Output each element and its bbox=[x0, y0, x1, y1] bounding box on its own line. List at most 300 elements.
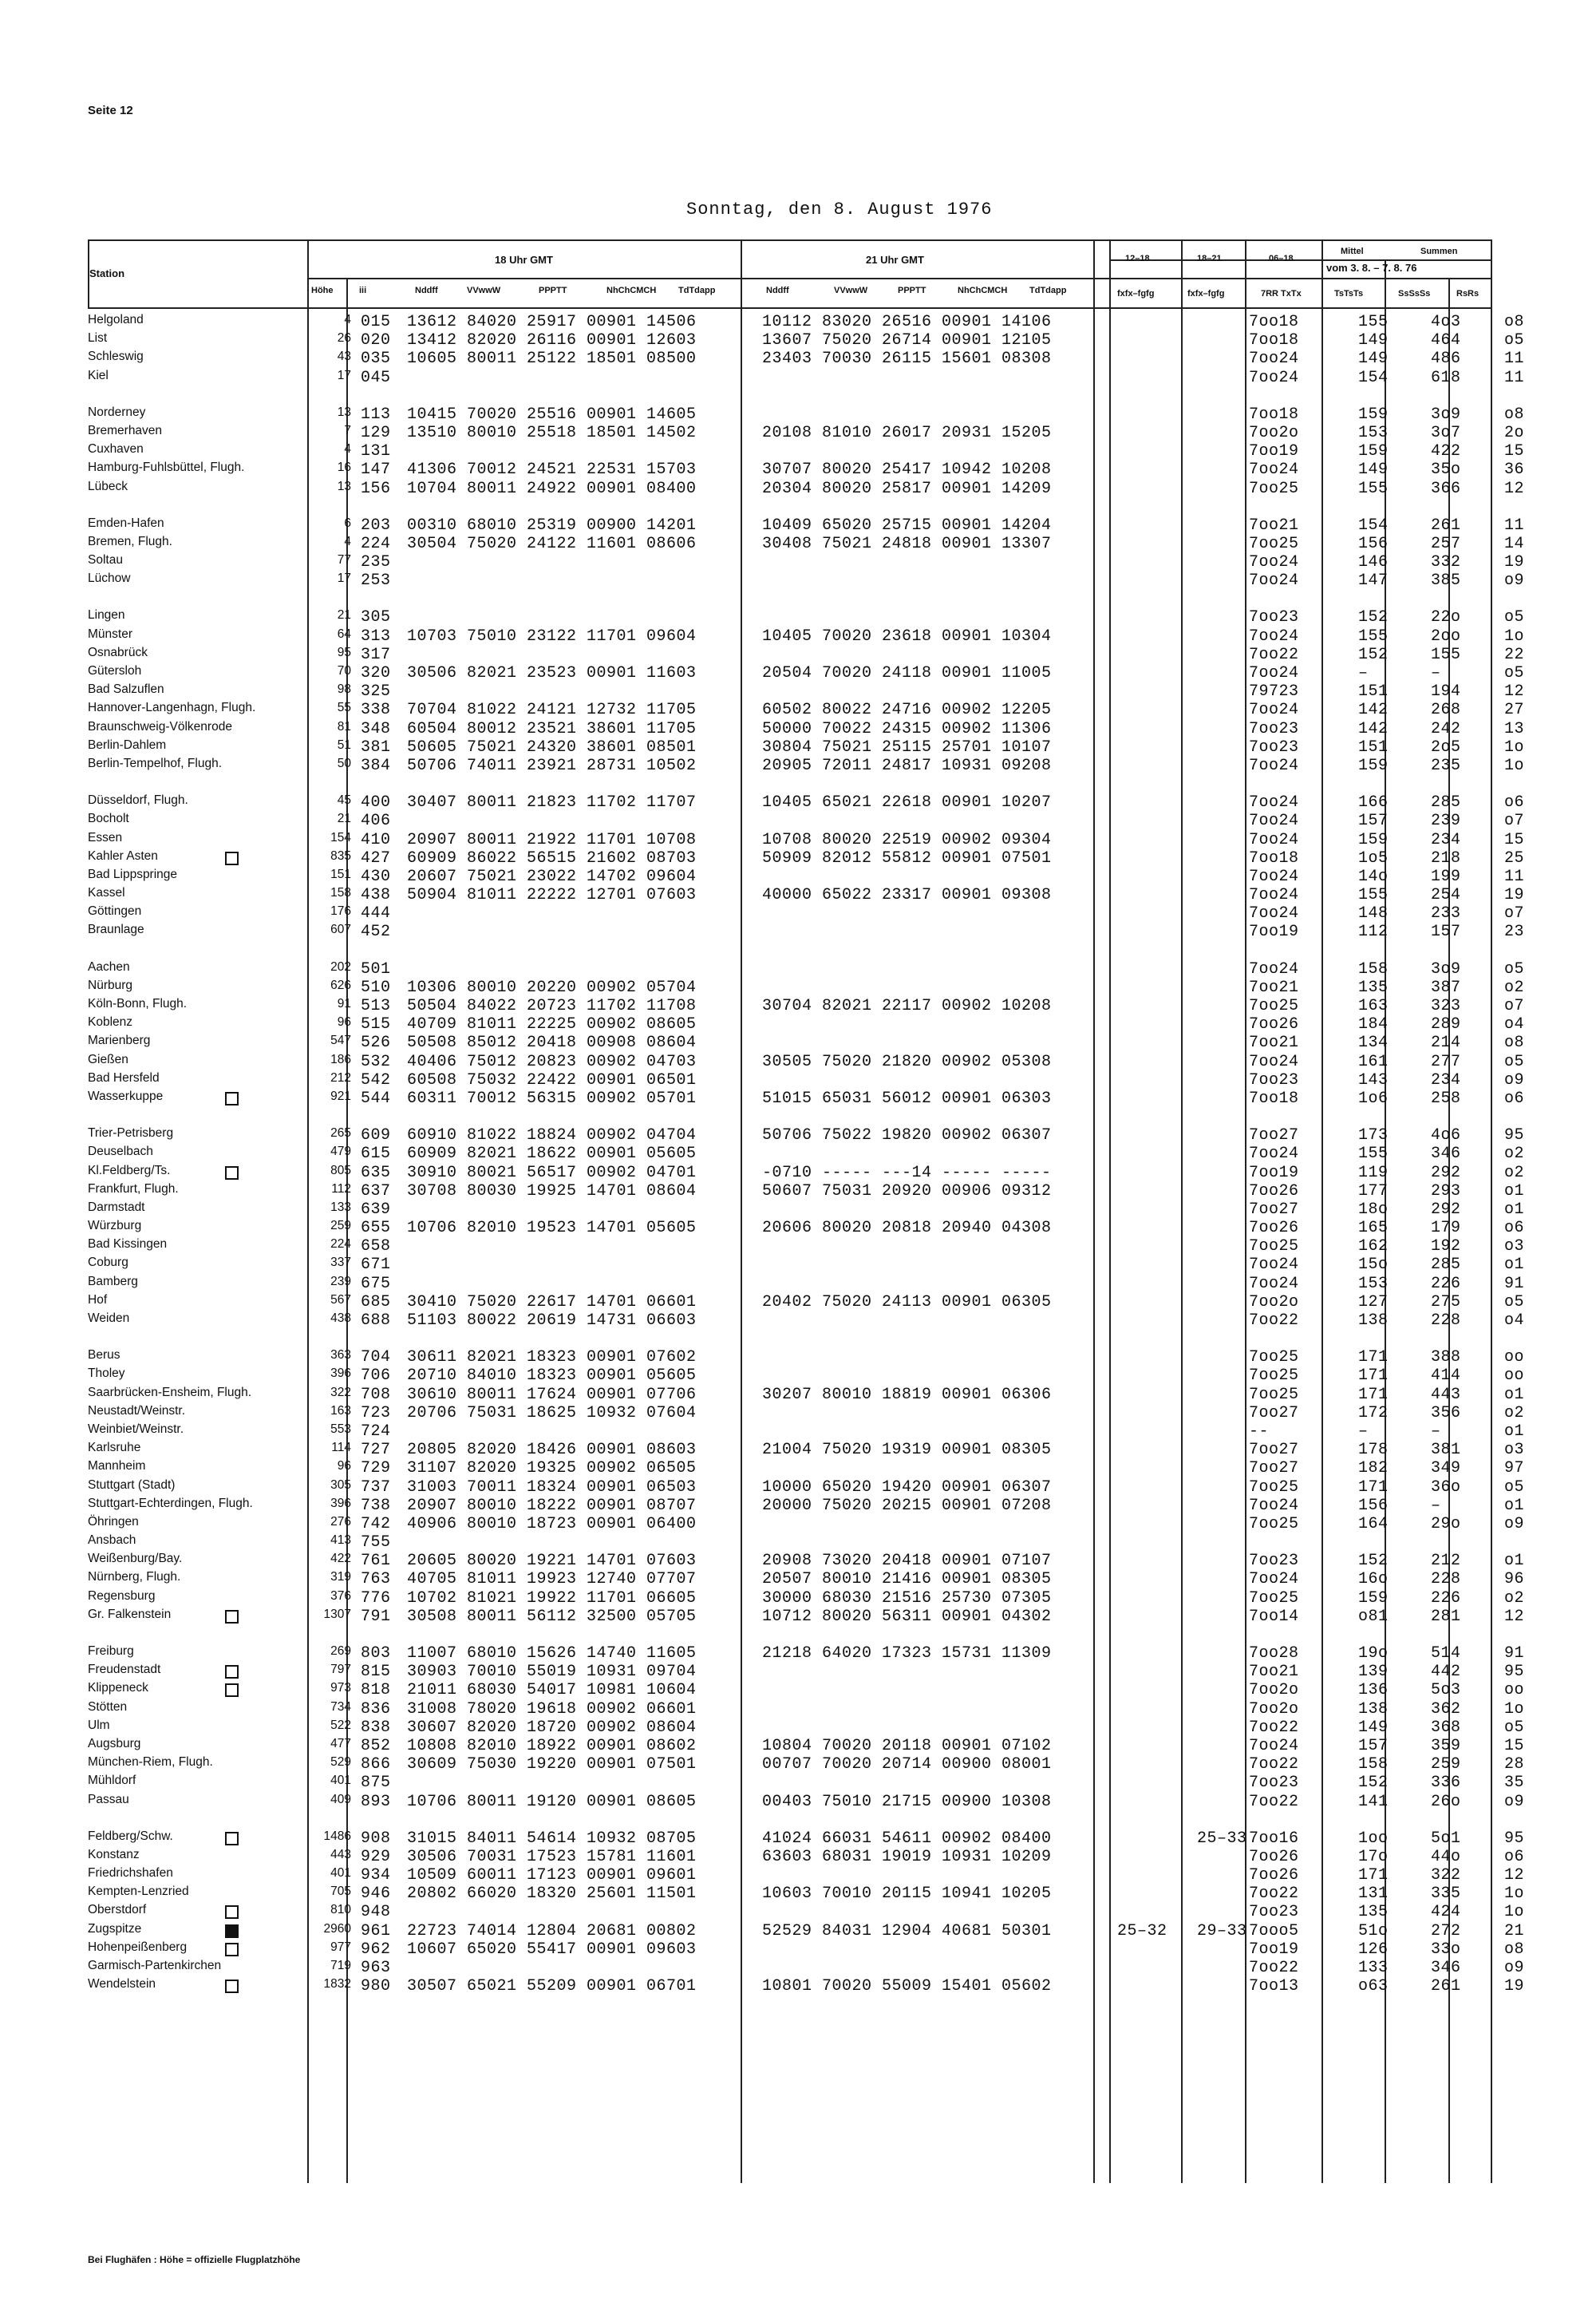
cell-obs18: 20802 66020 18320 25601 11501 bbox=[407, 1885, 697, 1904]
header-sub-12-18: fxfx–fgfg bbox=[1117, 289, 1155, 299]
cell-t: 159 bbox=[1358, 442, 1389, 461]
cell-obs21: 30704 82021 22117 00902 10208 bbox=[762, 997, 1052, 1015]
cell-iii: 675 bbox=[361, 1274, 391, 1293]
cell-station: Tholey bbox=[88, 1367, 125, 1381]
table-row bbox=[88, 645, 1525, 664]
page-title: Sonntag, den 8. August 1976 bbox=[686, 200, 993, 220]
cell-mittel: 7oo23 bbox=[1249, 719, 1299, 738]
table-row bbox=[88, 1774, 1525, 1793]
cell-hoehe: 202 bbox=[330, 959, 351, 974]
cell-s: 268 bbox=[1431, 701, 1461, 720]
cell-station: Mühldorf bbox=[88, 1774, 136, 1788]
cell-obs21: 50909 82012 55812 00901 07501 bbox=[762, 848, 1052, 868]
cell-station: Bad Lippspringe bbox=[88, 867, 178, 881]
cell-obs21: 30804 75021 25115 25701 10107 bbox=[762, 738, 1052, 757]
table-row bbox=[88, 368, 1525, 387]
cell-hoehe: 413 bbox=[330, 1533, 351, 1548]
cell-hoehe: 186 bbox=[330, 1052, 351, 1066]
footnote: Bei Flughäfen : Höhe = offizielle Flugplatzhöhe bbox=[88, 2254, 301, 2265]
cell-hoehe: 401 bbox=[330, 1866, 351, 1881]
cell-station: Stuttgart (Stadt) bbox=[88, 1477, 176, 1492]
header-sub-06-18: 7RR TxTx bbox=[1261, 289, 1302, 299]
cell-hoehe: 70 bbox=[337, 664, 351, 678]
cell-mittel: 7oo26 bbox=[1249, 1847, 1299, 1866]
cell-mittel: 7oo26 bbox=[1249, 1181, 1299, 1200]
table-row bbox=[88, 1663, 1525, 1682]
cell-station: Marienberg bbox=[88, 1034, 151, 1048]
cell-hoehe: 401 bbox=[330, 1774, 351, 1788]
cell-s: 349 bbox=[1431, 1459, 1461, 1478]
cell-r: 11 bbox=[1504, 350, 1525, 369]
cell-station: Öhringen bbox=[88, 1514, 139, 1529]
cell-obs18: 10706 82010 19523 14701 05605 bbox=[407, 1219, 697, 1238]
cell-r: 14 bbox=[1504, 534, 1525, 553]
cell-t: 148 bbox=[1358, 904, 1389, 924]
cell-t: 184 bbox=[1358, 1015, 1389, 1034]
table-row bbox=[88, 627, 1525, 646]
cell-p1821: 25–33 bbox=[1197, 1829, 1247, 1848]
cell-s: 192 bbox=[1431, 1237, 1461, 1256]
cell-iii: 655 bbox=[361, 1219, 391, 1238]
cell-t: 131 bbox=[1358, 1885, 1389, 1904]
cell-obs21: 21004 75020 19319 00901 08305 bbox=[762, 1441, 1052, 1460]
cell-s: 233 bbox=[1431, 904, 1461, 924]
cell-hoehe: 151 bbox=[330, 867, 351, 881]
table-row bbox=[88, 1367, 1525, 1386]
cell-s: 322 bbox=[1431, 1866, 1461, 1885]
table-row bbox=[88, 1292, 1525, 1311]
table-row bbox=[88, 1533, 1492, 1552]
cell-mittel: 7oo25 bbox=[1249, 1348, 1299, 1367]
header-18-uhr-gmt: 18 Uhr GMT bbox=[495, 254, 553, 266]
cell-hoehe: 45 bbox=[337, 793, 351, 808]
cell-obs18: 22723 74014 12804 20681 00802 bbox=[407, 1921, 697, 1940]
cell-r: o9 bbox=[1504, 1514, 1525, 1533]
header-td-18: TdTdapp bbox=[678, 286, 716, 295]
cell-iii: 704 bbox=[361, 1348, 391, 1367]
cell-obs21: 41024 66031 54611 00902 08400 bbox=[762, 1829, 1052, 1848]
cell-r: oo bbox=[1504, 1348, 1525, 1367]
table-row bbox=[88, 534, 1525, 553]
table-row bbox=[88, 959, 1525, 979]
open-square-icon bbox=[225, 1092, 239, 1105]
cell-s: 336 bbox=[1431, 1774, 1461, 1793]
cell-s: 199 bbox=[1431, 867, 1461, 886]
cell-t: 171 bbox=[1358, 1477, 1389, 1497]
table-row bbox=[88, 682, 1525, 702]
cell-mittel: 7oo23 bbox=[1249, 1070, 1299, 1090]
cell-t: 149 bbox=[1358, 350, 1389, 369]
cell-station: Oberstdorf bbox=[88, 1903, 147, 1917]
cell-mittel: 7oo19 bbox=[1249, 442, 1299, 461]
cell-t: 141 bbox=[1358, 1792, 1389, 1811]
cell-hoehe: 114 bbox=[331, 1441, 351, 1455]
station-group bbox=[88, 1348, 1525, 1626]
cell-s: 514 bbox=[1431, 1644, 1461, 1663]
cell-hoehe: 4 bbox=[344, 313, 351, 326]
cell-r: 1o bbox=[1504, 756, 1525, 775]
open-square-icon bbox=[225, 1166, 239, 1180]
station-group bbox=[88, 793, 1525, 942]
cell-r: 11 bbox=[1504, 516, 1525, 535]
cell-mittel: 7oo18 bbox=[1249, 405, 1299, 424]
cell-s: 366 bbox=[1431, 479, 1461, 498]
cell-iii: 688 bbox=[361, 1311, 391, 1330]
cell-hoehe: 626 bbox=[330, 978, 351, 992]
cell-mittel: 7oo25 bbox=[1249, 1477, 1299, 1497]
table-row bbox=[88, 516, 1525, 535]
table-row bbox=[88, 1959, 1525, 1977]
cell-r: 15 bbox=[1504, 1736, 1525, 1755]
table-row bbox=[88, 904, 1525, 924]
cell-s: 179 bbox=[1431, 1219, 1461, 1238]
cell-t: 156 bbox=[1358, 1496, 1389, 1515]
cell-s: 285 bbox=[1431, 793, 1461, 813]
cell-t: 146 bbox=[1358, 553, 1389, 572]
cell-t: 161 bbox=[1358, 1052, 1389, 1071]
cell-r: o4 bbox=[1504, 1015, 1525, 1034]
table-row bbox=[88, 313, 1525, 331]
cell-r: o2 bbox=[1504, 978, 1525, 997]
cell-hoehe: 239 bbox=[330, 1274, 351, 1288]
table-row bbox=[88, 793, 1525, 813]
cell-hoehe: 810 bbox=[330, 1903, 351, 1917]
cell-mittel: 7oo25 bbox=[1249, 1237, 1299, 1256]
cell-s: 3o7 bbox=[1431, 423, 1461, 442]
cell-t: 171 bbox=[1358, 1385, 1389, 1404]
cell-obs21: 51015 65031 56012 00901 06303 bbox=[762, 1089, 1052, 1108]
cell-obs21: 52529 84031 12904 40681 50301 bbox=[762, 1921, 1052, 1940]
header-wwww-18: VVwwW bbox=[467, 286, 501, 295]
cell-t: 143 bbox=[1358, 1070, 1389, 1090]
table-row bbox=[88, 1699, 1525, 1719]
cell-iii: 131 bbox=[361, 442, 391, 461]
cell-r: o5 bbox=[1504, 608, 1525, 627]
header-wwww-21: VVwwW bbox=[834, 286, 868, 295]
cell-iii: 129 bbox=[361, 423, 391, 442]
cell-hoehe: 13 bbox=[337, 405, 351, 419]
cell-station: Garmisch-Partenkirchen bbox=[88, 1959, 222, 1972]
cell-r: 96 bbox=[1504, 1570, 1525, 1589]
cell-s: 2o5 bbox=[1431, 738, 1461, 757]
cell-station: Köln-Bonn, Flugh. bbox=[88, 997, 188, 1011]
cell-r: o8 bbox=[1504, 1034, 1525, 1053]
cell-obs21: 30408 75021 24818 00901 13307 bbox=[762, 534, 1052, 553]
cell-t: 138 bbox=[1358, 1699, 1389, 1719]
cell-r: o9 bbox=[1504, 572, 1525, 591]
table-row bbox=[88, 1256, 1525, 1275]
cell-hoehe: 322 bbox=[330, 1385, 351, 1399]
cell-mittel: 7oo24 bbox=[1249, 1736, 1299, 1755]
cell-station: Trier-Petrisberg bbox=[88, 1126, 174, 1141]
cell-hoehe: 1486 bbox=[323, 1829, 351, 1843]
cell-mittel: 7oo22 bbox=[1249, 645, 1299, 664]
cell-t: – bbox=[1358, 664, 1369, 682]
cell-r: 1o bbox=[1504, 1699, 1525, 1719]
cell-mittel: 7oo26 bbox=[1249, 1866, 1299, 1885]
cell-obs18: 40406 75012 20823 00902 04703 bbox=[407, 1052, 697, 1071]
cell-t: 51o bbox=[1358, 1921, 1389, 1940]
cell-iii: 317 bbox=[361, 645, 391, 664]
cell-r: 12 bbox=[1504, 1607, 1525, 1626]
cell-hoehe: 55 bbox=[337, 701, 351, 715]
cell-station: Hohenpeißenberg bbox=[88, 1940, 188, 1954]
cell-obs18: 21011 68030 54017 10981 10604 bbox=[407, 1681, 697, 1700]
table-row bbox=[88, 1829, 1525, 1848]
cell-t: 127 bbox=[1358, 1292, 1389, 1311]
table-row bbox=[88, 1552, 1525, 1571]
cell-obs18: 50605 75021 24320 38601 08501 bbox=[407, 738, 697, 757]
cell-t: 135 bbox=[1358, 978, 1389, 997]
cell-r: o5 bbox=[1504, 1718, 1525, 1737]
cell-r: 19 bbox=[1504, 1977, 1525, 1996]
cell-t: 153 bbox=[1358, 1274, 1389, 1293]
table-row bbox=[88, 719, 1525, 738]
cell-mittel: 7oo24 bbox=[1249, 1256, 1299, 1275]
cell-r: 15 bbox=[1504, 830, 1525, 849]
cell-obs18: 20907 80010 18222 00901 08707 bbox=[407, 1496, 697, 1515]
cell-s: 381 bbox=[1431, 1441, 1461, 1460]
cell-station: Bad Hersfeld bbox=[88, 1070, 160, 1085]
cell-obs18: 11007 68010 15626 14740 11605 bbox=[407, 1644, 697, 1663]
cell-mittel: 7oo23 bbox=[1249, 1903, 1299, 1922]
cell-r: 2o bbox=[1504, 423, 1525, 442]
cell-s: 292 bbox=[1431, 1163, 1461, 1182]
cell-station: Regensburg bbox=[88, 1588, 156, 1603]
cell-t: o63 bbox=[1358, 1977, 1389, 1996]
table-row bbox=[88, 1607, 1525, 1626]
cell-station: Cuxhaven bbox=[88, 442, 144, 457]
cell-r: o8 bbox=[1504, 405, 1525, 424]
table-row bbox=[88, 978, 1525, 997]
cell-obs21: 21218 64020 17323 15731 11309 bbox=[762, 1644, 1052, 1663]
table-row bbox=[88, 1052, 1525, 1071]
station-group bbox=[88, 959, 1525, 1109]
cell-r: o3 bbox=[1504, 1441, 1525, 1460]
cell-iii: 742 bbox=[361, 1514, 391, 1533]
cell-iii: 929 bbox=[361, 1847, 391, 1866]
table-row bbox=[88, 1200, 1525, 1219]
table-row bbox=[88, 1940, 1525, 1959]
table-row bbox=[88, 572, 1525, 591]
cell-station: Lübeck bbox=[88, 479, 128, 493]
table-row bbox=[88, 350, 1525, 369]
cell-mittel: 7oo25 bbox=[1249, 1367, 1299, 1386]
cell-t: 139 bbox=[1358, 1663, 1389, 1682]
cell-iii: 708 bbox=[361, 1385, 391, 1404]
cell-s: 261 bbox=[1431, 1977, 1461, 1996]
cell-obs18: 30410 75020 22617 14701 06601 bbox=[407, 1292, 697, 1311]
cell-s: 259 bbox=[1431, 1755, 1461, 1774]
cell-hoehe: 705 bbox=[330, 1885, 351, 1899]
cell-mittel: 7oo21 bbox=[1249, 1034, 1299, 1053]
table-row bbox=[88, 1015, 1525, 1034]
table-row bbox=[88, 738, 1525, 757]
cell-obs21: 30000 68030 21516 25730 07305 bbox=[762, 1588, 1052, 1608]
cell-s: 44o bbox=[1431, 1847, 1461, 1866]
cell-hoehe: 529 bbox=[330, 1755, 351, 1770]
cell-iii: 609 bbox=[361, 1126, 391, 1145]
cell-iii: 818 bbox=[361, 1681, 391, 1700]
cell-mittel: 7oo18 bbox=[1249, 331, 1299, 350]
table-row bbox=[88, 1070, 1525, 1090]
cell-s: 228 bbox=[1431, 1311, 1461, 1330]
cell-obs18: 30910 80021 56517 00902 04701 bbox=[407, 1163, 697, 1182]
cell-mittel: 79723 bbox=[1249, 682, 1299, 702]
cell-r: 95 bbox=[1504, 1126, 1525, 1145]
table-row bbox=[88, 1348, 1525, 1367]
cell-iii: 452 bbox=[361, 923, 391, 942]
cell-station: Frankfurt, Flugh. bbox=[88, 1181, 179, 1196]
table-row bbox=[88, 331, 1525, 350]
cell-s: 254 bbox=[1431, 886, 1461, 905]
cell-hoehe: 98 bbox=[337, 682, 351, 697]
cell-iii: 510 bbox=[361, 978, 391, 997]
cell-hoehe: 319 bbox=[330, 1570, 351, 1584]
table-row bbox=[88, 1903, 1525, 1922]
cell-t: 164 bbox=[1358, 1514, 1389, 1533]
cell-mittel: 7oo24 bbox=[1249, 959, 1299, 979]
cell-t: 182 bbox=[1358, 1459, 1389, 1478]
cell-r: 97 bbox=[1504, 1459, 1525, 1478]
cell-iii: 224 bbox=[361, 534, 391, 553]
cell-r: 95 bbox=[1504, 1663, 1525, 1682]
cell-iii: 400 bbox=[361, 793, 391, 813]
cell-r: o5 bbox=[1504, 959, 1525, 979]
cell-r: 25 bbox=[1504, 848, 1525, 868]
table-row bbox=[88, 1588, 1525, 1608]
cell-t: 1o5 bbox=[1358, 848, 1389, 868]
cell-s: 442 bbox=[1431, 1663, 1461, 1682]
cell-iii: 542 bbox=[361, 1070, 391, 1090]
cell-hoehe: 96 bbox=[337, 1459, 351, 1473]
cell-station: Berlin-Dahlem bbox=[88, 738, 167, 752]
cell-station: Gütersloh bbox=[88, 664, 142, 678]
cell-station: Konstanz bbox=[88, 1847, 140, 1861]
header-station: Station bbox=[89, 267, 125, 279]
cell-iii: 532 bbox=[361, 1052, 391, 1071]
cell-t: 155 bbox=[1358, 627, 1389, 646]
cell-station: Wasserkuppe bbox=[88, 1089, 164, 1103]
cell-obs21: 10712 80020 56311 00901 04302 bbox=[762, 1607, 1052, 1626]
cell-obs18: 20805 82020 18426 00901 08603 bbox=[407, 1441, 697, 1460]
cell-iii: 253 bbox=[361, 572, 391, 591]
cell-r: o2 bbox=[1504, 1588, 1525, 1608]
table-row bbox=[88, 1496, 1525, 1515]
cell-station: Würzburg bbox=[88, 1219, 142, 1233]
table-row bbox=[88, 553, 1525, 572]
cell-hoehe: 17 bbox=[337, 368, 351, 382]
cell-s: 275 bbox=[1431, 1292, 1461, 1311]
table-row bbox=[88, 812, 1525, 831]
cell-obs21: 10405 70020 23618 00901 10304 bbox=[762, 627, 1052, 646]
cell-s: 226 bbox=[1431, 1588, 1461, 1608]
cell-obs21: 10112 83020 26516 00901 14106 bbox=[762, 313, 1052, 331]
cell-r: 23 bbox=[1504, 923, 1525, 942]
cell-station: Coburg bbox=[88, 1256, 128, 1270]
cell-s: 234 bbox=[1431, 830, 1461, 849]
cell-obs21: 10801 70020 55009 15401 05602 bbox=[762, 1977, 1052, 1996]
cell-t: 171 bbox=[1358, 1367, 1389, 1386]
cell-r: 19 bbox=[1504, 886, 1525, 905]
cell-mittel: 7oo24 bbox=[1249, 1274, 1299, 1293]
cell-iii: 755 bbox=[361, 1533, 391, 1552]
cell-mittel: 7oo24 bbox=[1249, 627, 1299, 646]
cell-obs18: 30407 80011 21823 11702 11707 bbox=[407, 793, 697, 813]
cell-obs18: 30506 70031 17523 15781 11601 bbox=[407, 1847, 697, 1866]
header-pppt-18: PPPTT bbox=[539, 286, 567, 295]
cell-station: Hamburg-Fuhlsbüttel, Flugh. bbox=[88, 461, 245, 475]
cell-r: o5 bbox=[1504, 664, 1525, 682]
cell-iii: 235 bbox=[361, 553, 391, 572]
cell-r: o6 bbox=[1504, 1847, 1525, 1866]
cell-r: o1 bbox=[1504, 1385, 1525, 1404]
cell-obs21: 10804 70020 20118 00901 07102 bbox=[762, 1736, 1052, 1755]
cell-iii: 763 bbox=[361, 1570, 391, 1589]
cell-obs18: 30903 70010 55019 10931 09704 bbox=[407, 1663, 697, 1682]
cell-s: – bbox=[1431, 1496, 1441, 1515]
cell-iii: 338 bbox=[361, 701, 391, 720]
table-row bbox=[88, 1237, 1525, 1256]
cell-iii: 639 bbox=[361, 1200, 391, 1219]
cell-iii: 020 bbox=[361, 331, 391, 350]
cell-iii: 513 bbox=[361, 997, 391, 1015]
table-row bbox=[88, 1034, 1525, 1053]
cell-obs21: 10603 70010 20115 10941 10205 bbox=[762, 1885, 1052, 1904]
cell-station: Emden-Hafen bbox=[88, 516, 164, 530]
cell-mittel: -- bbox=[1249, 1422, 1270, 1441]
cell-t: 153 bbox=[1358, 423, 1389, 442]
cell-hoehe: 224 bbox=[330, 1237, 351, 1252]
cell-s: 332 bbox=[1431, 553, 1461, 572]
cell-hoehe: 805 bbox=[330, 1163, 351, 1177]
cell-iii: 948 bbox=[361, 1903, 391, 1922]
header-period: vom 3. 8. – 7. 8. 76 bbox=[1326, 262, 1417, 274]
cell-mittel: 7oo27 bbox=[1249, 1441, 1299, 1460]
cell-obs21: 20402 75020 24113 00901 06305 bbox=[762, 1292, 1052, 1311]
cell-s: 261 bbox=[1431, 516, 1461, 535]
cell-s: 335 bbox=[1431, 1885, 1461, 1904]
cell-obs18: 31015 84011 54614 10932 08705 bbox=[407, 1829, 697, 1848]
cell-t: 149 bbox=[1358, 1718, 1389, 1737]
station-group bbox=[88, 1126, 1525, 1330]
cell-mittel: 7ooo5 bbox=[1249, 1921, 1299, 1940]
cell-obs21: 10000 65020 19420 00901 06307 bbox=[762, 1477, 1052, 1497]
cell-mittel: 7oo24 bbox=[1249, 461, 1299, 480]
cell-t: 134 bbox=[1358, 1034, 1389, 1053]
table-row bbox=[88, 1089, 1525, 1108]
open-square-icon bbox=[225, 1980, 239, 1993]
cell-station: Göttingen bbox=[88, 904, 142, 919]
cell-iii: 836 bbox=[361, 1699, 391, 1719]
cell-hoehe: 921 bbox=[330, 1089, 351, 1103]
cell-iii: 738 bbox=[361, 1496, 391, 1515]
table-row bbox=[88, 1866, 1525, 1885]
cell-t: 171 bbox=[1358, 1866, 1389, 1885]
cell-hoehe: 16 bbox=[337, 461, 351, 475]
cell-obs21: 30207 80010 18819 00901 06306 bbox=[762, 1385, 1052, 1404]
cell-hoehe: 973 bbox=[330, 1681, 351, 1695]
table-row bbox=[88, 461, 1525, 480]
cell-mittel: 7oo18 bbox=[1249, 848, 1299, 868]
cell-iii: 980 bbox=[361, 1977, 391, 1996]
cell-obs18: 10706 80011 19120 00901 08605 bbox=[407, 1792, 697, 1811]
cell-r: 1o bbox=[1504, 1903, 1525, 1922]
cell-r: o7 bbox=[1504, 812, 1525, 831]
cell-hoehe: 265 bbox=[330, 1126, 351, 1141]
cell-hoehe: 719 bbox=[330, 1959, 351, 1972]
cell-hoehe: 547 bbox=[330, 1034, 351, 1048]
